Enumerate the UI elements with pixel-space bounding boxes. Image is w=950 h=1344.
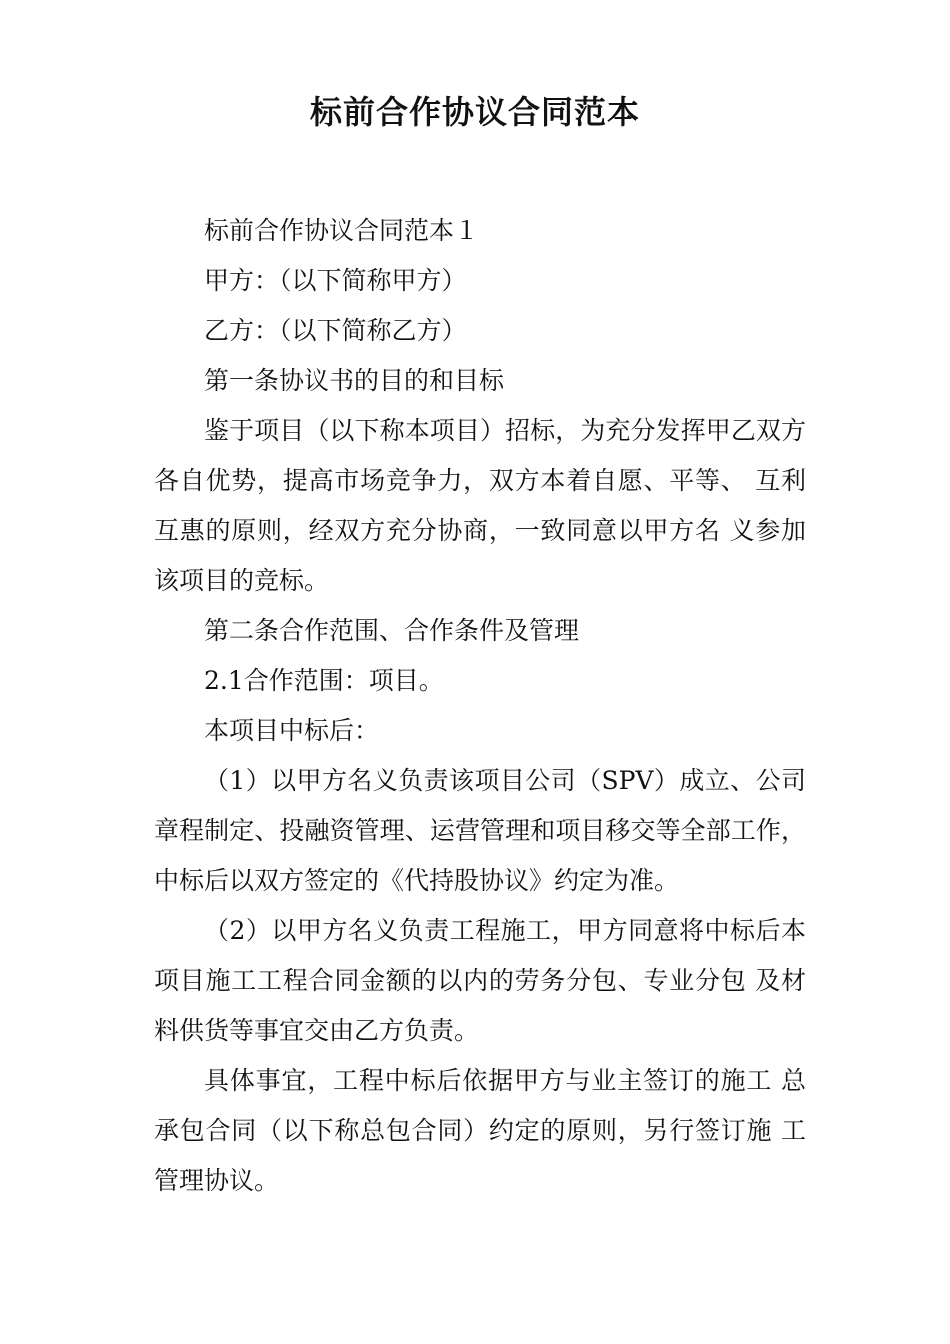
paragraph-item-1: （1）以甲方名义负责该项目公司（SPV）成立、公司章程制定、投融资管理、运营管理和项目移交等全部工作，中标后以双方签定的《代持股协议》约定为准。 xyxy=(154,766,806,895)
paragraph-details: 具体事宜，工程中标后依据甲方与业主签订的施工 总承包合同（以下称总包合同）约定的原则，另行签订施 工管理协议。 xyxy=(154,1066,806,1195)
paragraph-party-a: 甲方：（以下简称甲方） xyxy=(204,266,467,295)
document-body xyxy=(154,206,806,1206)
paragraph-scope: 2.1合作范围：项目。 xyxy=(204,666,444,695)
paragraph-item-2: （2）以甲方名义负责工程施工，甲方同意将中标后本项目施工工程合同金额的以内的劳务分包、专业分包 及材料供货等事宜交由乙方负责。 xyxy=(154,916,806,1045)
paragraph-article-2-title: 第二条合作范围、合作条件及管理 xyxy=(204,616,580,645)
paragraph-party-b: 乙方：（以下简称乙方） xyxy=(204,316,467,345)
paragraph-after-award: 本项目中标后： xyxy=(204,716,380,745)
paragraph-article-1-title: 第一条协议书的目的和目标 xyxy=(204,366,505,395)
document-title: 标前合作协议合同范本 xyxy=(309,93,640,131)
paragraph-article-1-body: 鉴于项目（以下称本项目）招标，为充分发挥甲乙双方各自优势，提高市场竞争力，双方本着自愿、平等、 互利互惠的原则，经双方充分协商，一致同意以甲方名 义参加该项目的竞标。 xyxy=(154,416,806,595)
paragraph-heading-1: 标前合作协议合同范本１ xyxy=(204,216,480,245)
